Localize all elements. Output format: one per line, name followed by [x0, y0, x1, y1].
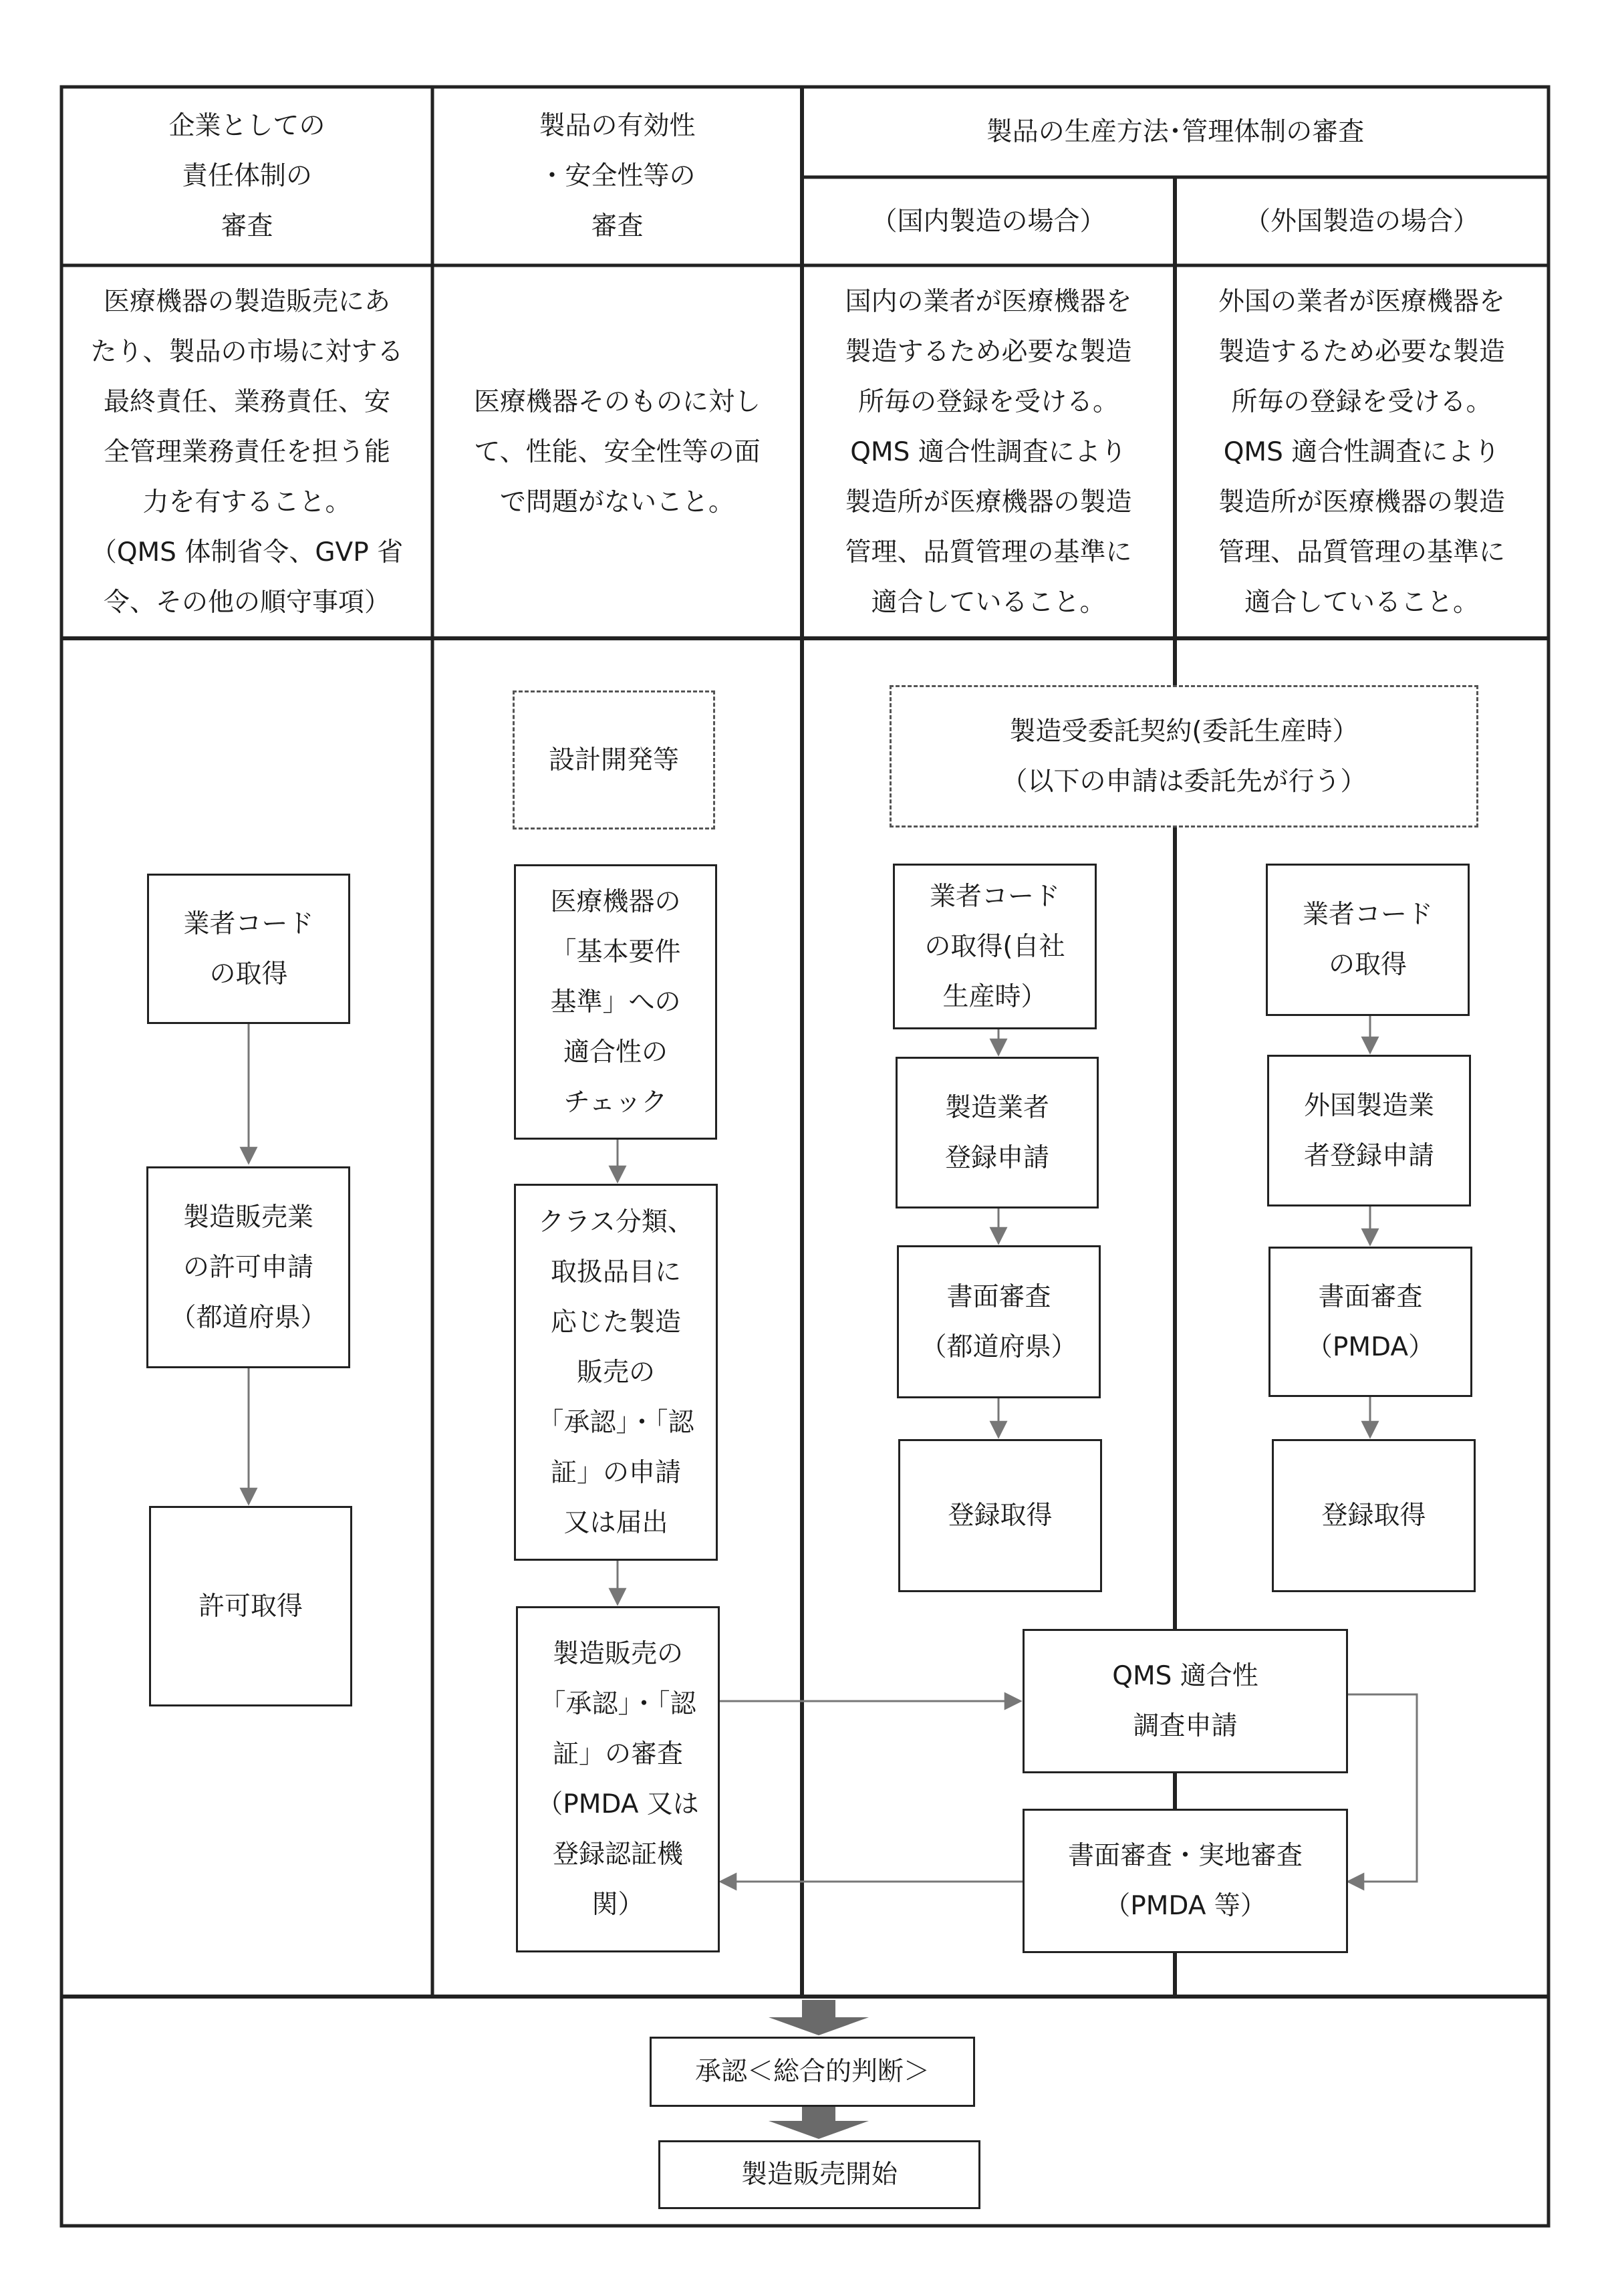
text-line: （以下の申請は委託先が行う）	[1001, 766, 1367, 797]
text-line: 管理、品質管理の基準に	[1218, 537, 1505, 567]
text-line: 管理、品質管理の基準に	[845, 537, 1132, 567]
text-line: 書面審査・実地審査	[1067, 1841, 1303, 1871]
text-line: 「承認」・「認	[539, 1689, 696, 1719]
text-line: 製造販売業	[182, 1202, 313, 1233]
description-domestic	[802, 265, 1175, 638]
header-product-safety	[432, 87, 802, 265]
text-line: たり、製品の市場に対する	[90, 336, 404, 367]
text-line: 製造所が医療機器の製造	[845, 487, 1132, 517]
text-line: 適合していること。	[1244, 587, 1479, 618]
text-line: 設計開発等	[548, 745, 679, 775]
text-line: 関）	[591, 1890, 644, 1920]
text-line: 証」の申請	[550, 1457, 681, 1488]
text-line: 製造するため必要な製造	[1218, 336, 1505, 367]
text-line: 審査	[591, 211, 644, 241]
text-line: 業者コード	[183, 908, 314, 939]
text-line: 適合性の	[563, 1037, 668, 1067]
header-domestic: （国内製造の場合）	[871, 206, 1106, 237]
header-production-review: 製品の生産方法･管理体制の審査	[986, 117, 1365, 147]
text-line: の取得	[209, 959, 288, 989]
text-line: 国内の業者が医療機器を	[845, 286, 1132, 317]
step-registration-obtained-foreign	[1272, 1439, 1476, 1592]
text-line: 販売の	[576, 1357, 655, 1388]
text-line: 製造販売の	[552, 1639, 683, 1669]
text-line: 書面審査	[1318, 1281, 1423, 1312]
text-line: 最終責任、業務責任、安	[103, 386, 390, 417]
block-arrow-to-start	[769, 2106, 869, 2139]
step-business-code-domestic	[893, 864, 1097, 1029]
text-line: 又は届出	[563, 1507, 668, 1538]
text-line: （都道府県）	[170, 1302, 327, 1333]
text-line: 令、その他の順守事項）	[103, 587, 390, 618]
text-line: 「基本要件	[550, 936, 681, 967]
text-line: 許可取得	[198, 1591, 303, 1622]
text-line: 基準」への	[550, 987, 681, 1017]
text-line: チェック	[563, 1087, 668, 1118]
text-line: （都道府県）	[920, 1331, 1077, 1362]
text-line: （QMS 体制省令、GVP 省	[90, 537, 404, 567]
text-line: 業者コード	[1302, 900, 1433, 930]
text-line: 力を有すること。	[142, 487, 352, 517]
text-line: 調査申請	[1133, 1711, 1238, 1741]
text-line: 登録申請	[944, 1142, 1049, 1173]
step-classification-application	[514, 1184, 718, 1561]
text-line: 外国の業者が医療機器を	[1218, 286, 1505, 317]
description-foreign	[1175, 265, 1549, 638]
text-line: 登録取得	[1321, 1501, 1426, 1531]
step-essential-requirements-check	[514, 864, 717, 1140]
step-business-code-c1	[147, 874, 350, 1024]
text-line: て、性能、安全性等の面	[474, 436, 761, 467]
text-line: QMS 適合性調査により	[850, 436, 1127, 467]
text-line: 医療機器の	[550, 886, 681, 917]
step-license-obtained	[149, 1506, 352, 1706]
step-document-review-prefecture	[897, 1245, 1101, 1398]
text-line: （PMDA）	[1306, 1331, 1435, 1362]
text-line: 適合していること。	[871, 587, 1106, 618]
text-line: で問題がないこと。	[499, 487, 734, 517]
step-document-review-pmda	[1268, 1247, 1472, 1397]
text-line: 製造するため必要な製造	[845, 336, 1132, 367]
text-line: 応じた製造	[550, 1307, 681, 1337]
text-line: 製造業者	[944, 1092, 1049, 1123]
text-line: 製品の有効性	[539, 111, 696, 141]
text-line: 取扱品目に	[550, 1257, 681, 1287]
text-line: 「承認」・「認	[537, 1407, 694, 1438]
text-line: （PMDA 等）	[1104, 1891, 1266, 1921]
text-line: 医療機器そのものに対し	[473, 386, 761, 417]
step-document-onsite-inspection	[1023, 1809, 1348, 1953]
step-qms-application	[1023, 1629, 1348, 1773]
text-line: の取得(自社	[924, 931, 1065, 962]
text-line: 製造所が医療機器の製造	[1218, 487, 1505, 517]
text-line: 者登録申請	[1303, 1140, 1434, 1171]
arrow-qms-to-inspection	[1348, 1694, 1417, 1882]
block-arrow-to-approval	[769, 2000, 869, 2035]
text-line: 企業としての	[168, 111, 325, 141]
start-manufacturing-sales: 製造販売開始	[658, 2140, 980, 2209]
text-line: 外国製造業	[1303, 1090, 1434, 1121]
step-license-application	[146, 1166, 350, 1368]
text-line: 書面審査	[946, 1281, 1051, 1312]
text-line: 審査	[221, 211, 273, 241]
text-line: クラス分類、	[538, 1206, 694, 1237]
header-foreign: （外国製造の場合）	[1244, 206, 1479, 237]
step-approval-review	[516, 1606, 720, 1952]
text-line: 製造受委託契約(委託生産時）	[1009, 716, 1359, 747]
text-line: 証」の審査	[552, 1739, 683, 1769]
text-line: 業者コード	[929, 881, 1060, 912]
step-business-code-foreign	[1266, 864, 1470, 1016]
step-manufacturer-registration	[896, 1057, 1099, 1208]
step-registration-obtained-domestic	[898, 1439, 1102, 1592]
text-line: 全管理業務責任を担う能	[103, 436, 390, 467]
text-line: 所毎の登録を受ける。	[857, 386, 1119, 417]
text-line: の許可申請	[182, 1252, 313, 1283]
text-line: の取得	[1328, 950, 1407, 980]
text-line: 登録認証機	[552, 1839, 683, 1870]
approval-comprehensive-judgment: 承認＜総合的判断＞	[650, 2037, 975, 2107]
description-company	[61, 265, 432, 638]
step-design-development	[513, 690, 715, 830]
text-line: （PMDA 又は	[537, 1789, 699, 1819]
text-line: QMS 適合性調査により	[1223, 436, 1500, 467]
text-line: ・安全性等の	[539, 161, 696, 191]
step-foreign-manufacturer-registration	[1267, 1055, 1471, 1206]
description-product	[432, 265, 802, 638]
text-line: 登録取得	[948, 1501, 1053, 1531]
text-line: 責任体制の	[181, 161, 312, 191]
header-company-responsibility	[61, 87, 432, 265]
text-line: 所毎の登録を受ける。	[1231, 386, 1492, 417]
manufacturing-contract-note	[890, 685, 1478, 827]
text-line: 医療機器の製造販売にあ	[103, 286, 390, 317]
text-line: 生産時）	[942, 981, 1047, 1012]
text-line: QMS 適合性	[1112, 1661, 1258, 1691]
